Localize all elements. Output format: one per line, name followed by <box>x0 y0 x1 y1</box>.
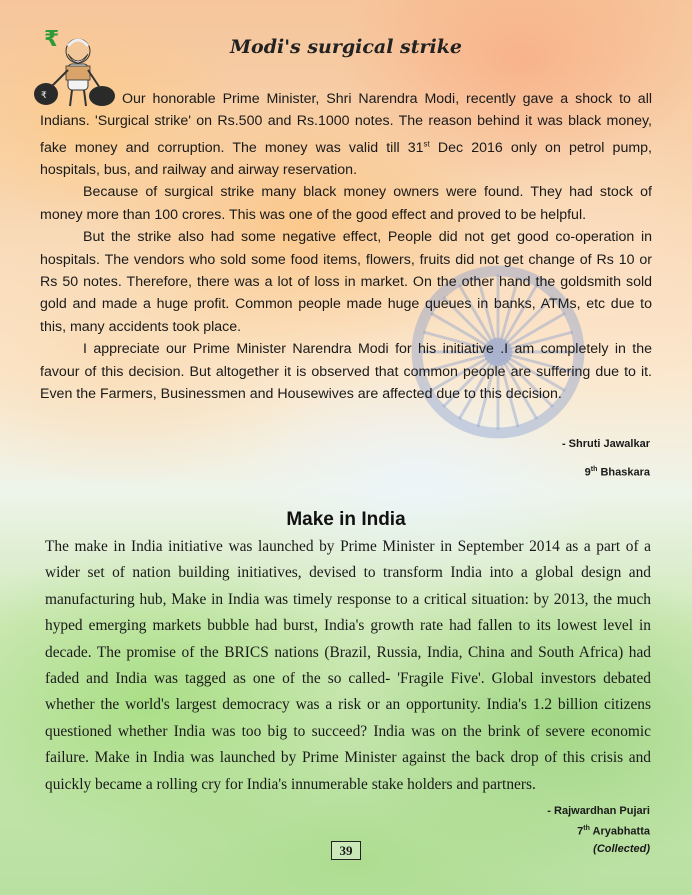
paragraph: I appreciate our Prime Minister Narendra Modi for his initiative .I am completely in the favour of this decision. But altogether it is observed that common people are suffering due to it. Even the Farmers, Businessmen and Housewives are affected due to this decision. <box>40 341 652 403</box>
author-signature <box>562 432 650 486</box>
article-body-make-in-india: The make in India initiative was launched by Prime Minister in September 2014 as a part of a wider set of nation building initiatives, devised to transform India into a global design and manufacturing hub, Make in India was timely response to a critical situation: by 2013, the much hyped emerging markets bubble had burst, India's growth rate had fallen to its lowest level in decade. The promise of the BRICS nations (Brazil, Russia, India, China and South Africa) had faded and India was tagged as one of the so called- 'Fragile Five'. Global investors debated whether the world's largest democracy was a risk or an opportunity. India's 1.2 billion citizens questioned whether India was too big to succeed? India was on the brink of severe economic failure. Make in India was launched by Prime Minister against the back drop of this crisis and quickly became a rolling cry for India's innumerable stake holders and partners. <box>45 538 651 793</box>
author-name: - Shruti Jawalkar <box>561 438 650 450</box>
author-class: 7th Aryabhatta <box>577 825 650 838</box>
svg-text:₹: ₹ <box>44 27 60 52</box>
paragraph: Because of surgical strike many black money owners were found. They had stock of money more than 100 crores. This was one of the good effect and proved to be helpful. <box>40 184 652 223</box>
page-number: 39 <box>331 841 361 860</box>
author-name: - Rajwardhan Pujari <box>547 805 650 817</box>
paragraph: Our honorable Prime Minister, Shri Narendra Modi, recently gave a shock to all Indians. 'Surgical strike' on Rs.500 and Rs.1000 notes. The reason behind it was black money, fake money and corruption. The money was valid till 31st Dec 2016 only on petrol pump, hospitals, bus, and railway and airway reservation. <box>40 91 652 178</box>
author-class: 9th Bhaskara <box>584 466 650 479</box>
article-body-surgical-strike <box>40 88 652 405</box>
article-title-surgical-strike: Modi's surgical strike <box>229 36 463 58</box>
article-title-make-in-india: Make in India <box>286 509 406 530</box>
source-note: (Collected) <box>593 842 650 855</box>
author-signature <box>547 803 650 858</box>
svg-text:₹: ₹ <box>41 91 47 101</box>
paragraph: But the strike also had some negative effect, People did not get good co-operation in hospitals. The vendors who sold some food items, flowers, fruits did not get change of Rs 10 or Rs 50 notes. Therefore, there was a lot of loss in market. On the other hand the goldsmith sold gold and made a huge profit. Common people made huge queues in banks, ATMs, etc due to this, many accidents took place. <box>40 229 652 335</box>
